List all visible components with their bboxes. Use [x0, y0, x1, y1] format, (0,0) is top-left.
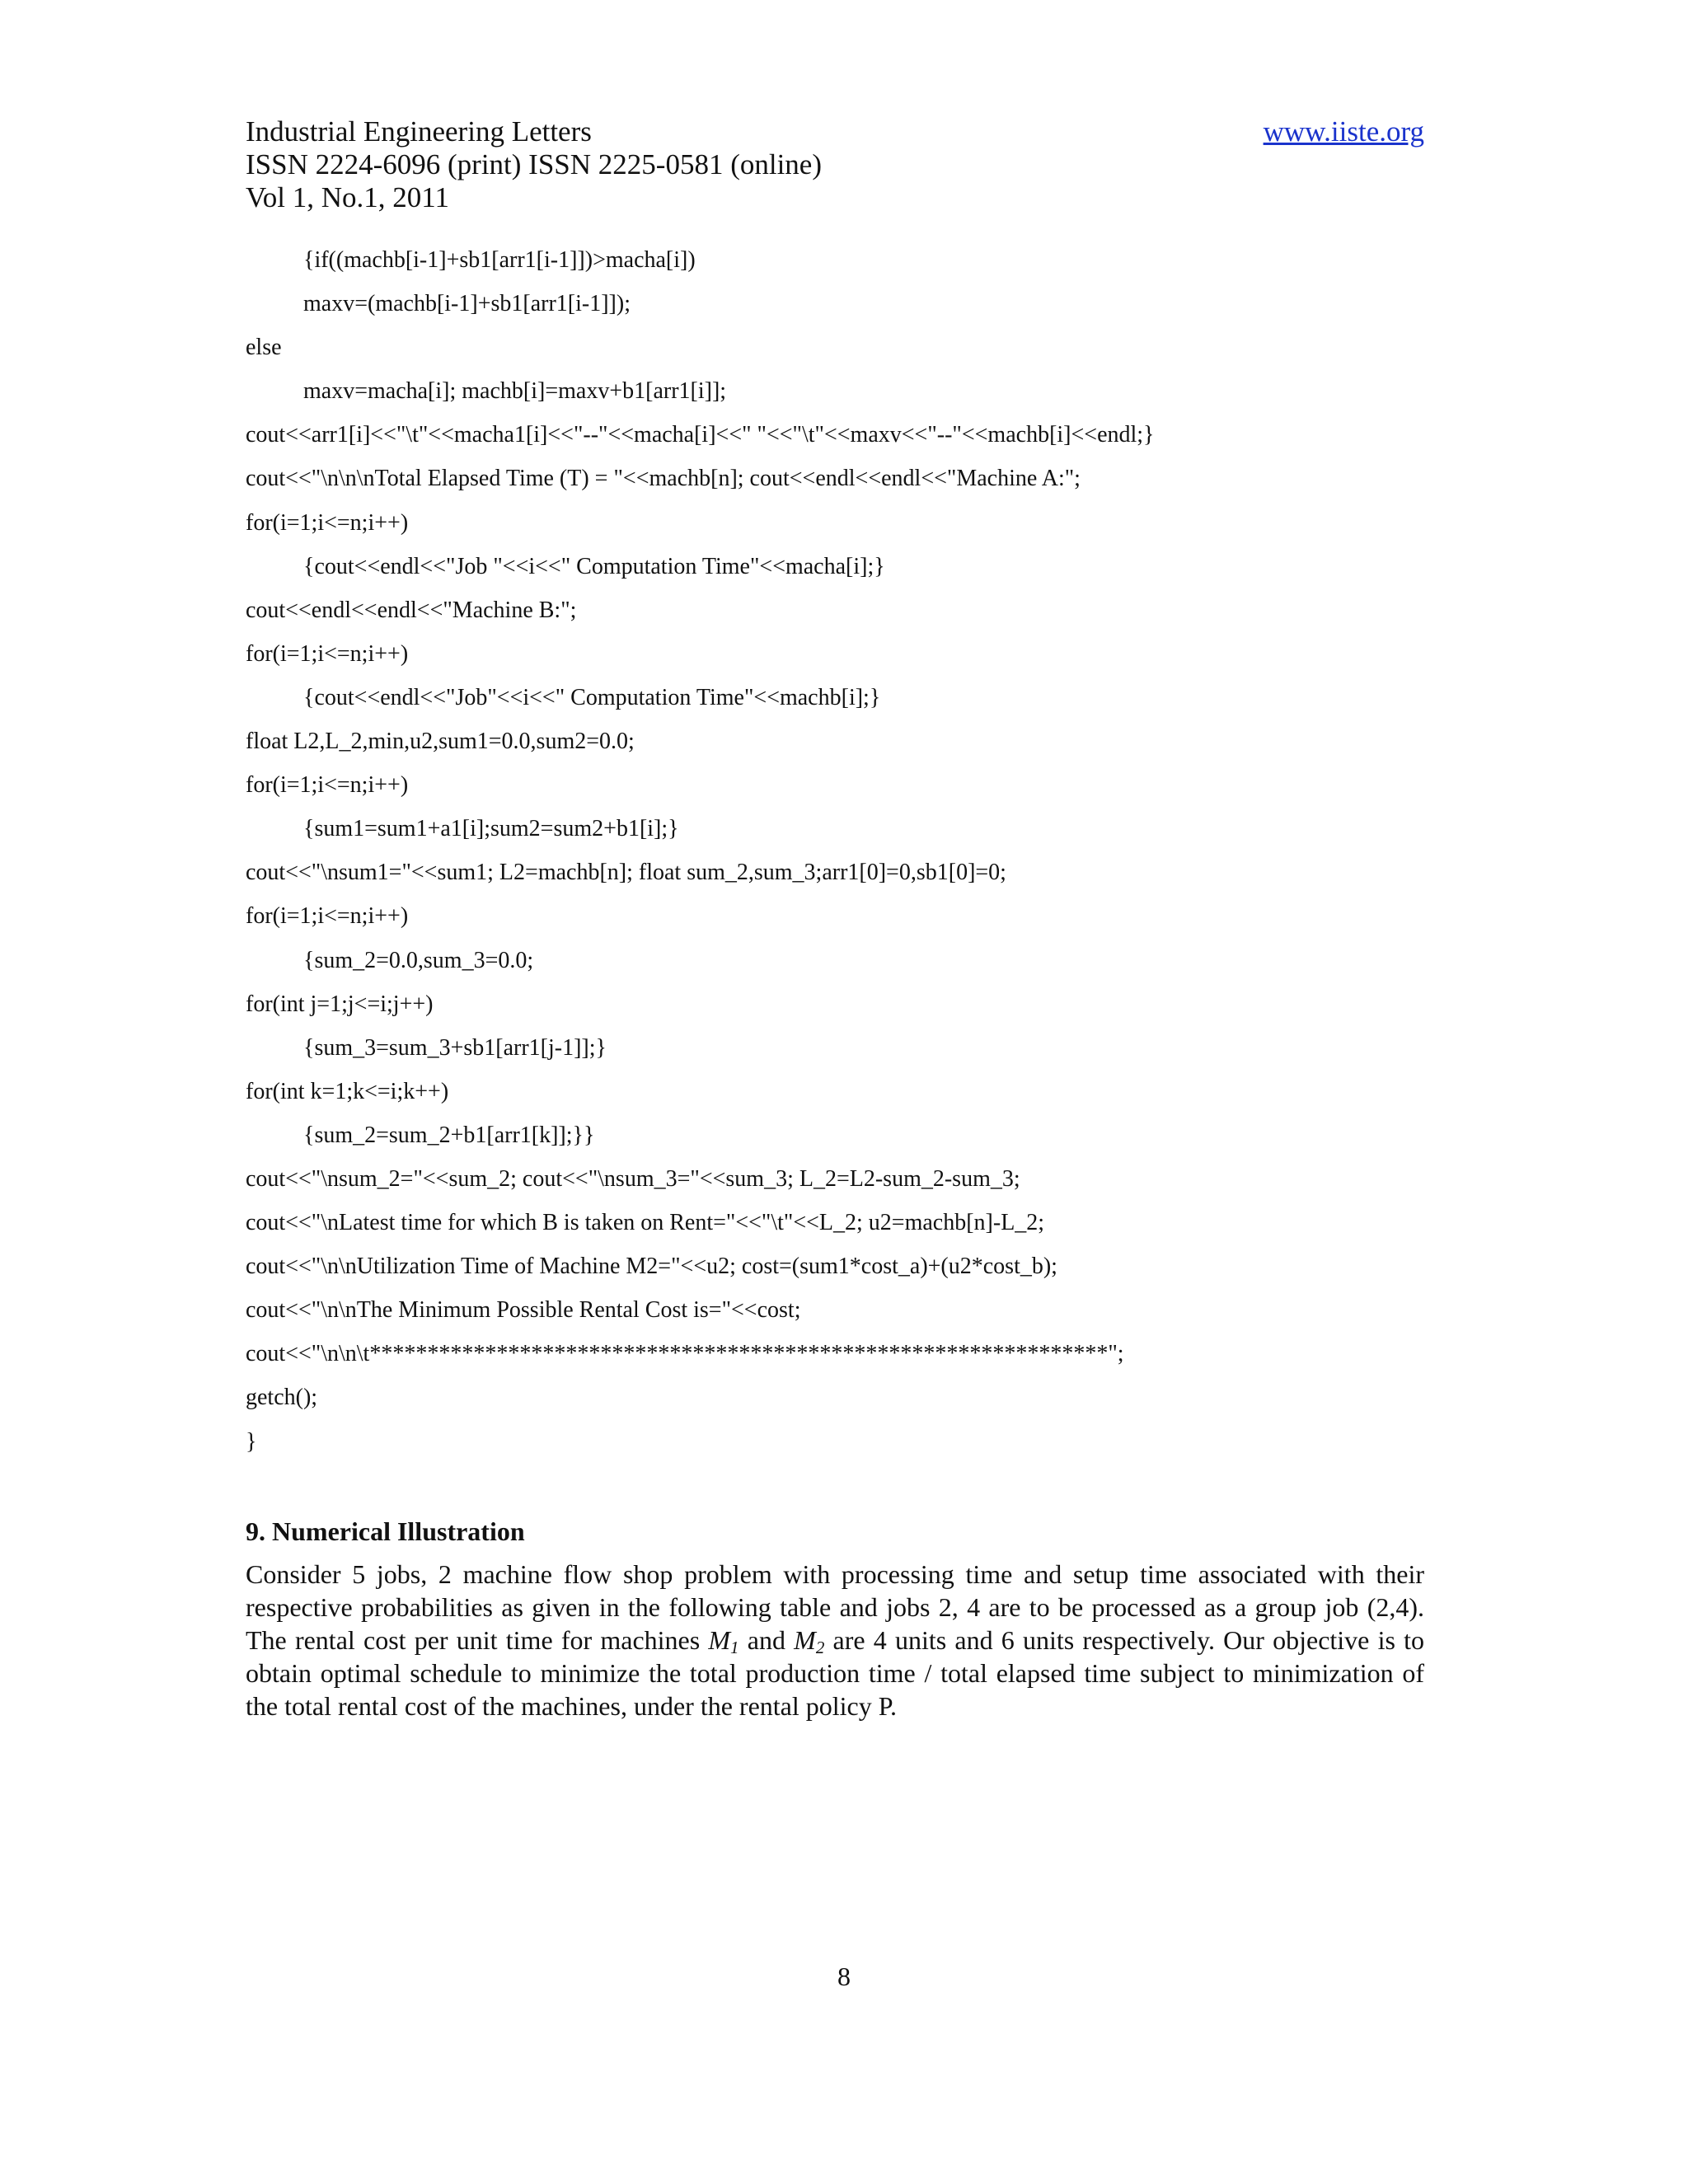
code-line: cout<<"\n\nUtilization Time of Machine M2="<<u2; cost=(sum1*cost_a)+(u2*cost_b);: [246, 1254, 1057, 1280]
page-header: [246, 115, 1424, 214]
code-line: for(i=1;i<=n;i++): [246, 509, 409, 536]
paragraph-text-2: are 4 units and 6 units respectively. Our objective is to obtain optimal schedule to minimize the total production time / total elapsed time subject to minimization of the total rental cost of the machines, under the rental policy P.: [246, 1625, 1425, 1721]
machine-m1-base: M: [708, 1625, 731, 1655]
code-line: cout<<arr1[i]<<"\t"<<macha1[i]<<"--"<<macha[i]<<" "<<"\t"<<maxv<<"--"<<machb[i]<<endl;}: [246, 422, 1155, 448]
code-line: else: [246, 335, 282, 361]
code-line: {sum_2=0.0,sum_3=0.0;: [303, 947, 534, 973]
code-line: for(i=1;i<=n;i++): [246, 772, 409, 799]
code-line: {cout<<endl<<"Job"<<i<<" Computation Time"<<machb[i];}: [303, 684, 881, 710]
journal-title: Industrial Engineering Letters: [246, 115, 592, 148]
code-line: for(i=1;i<=n;i++): [246, 640, 409, 667]
code-line: {if((machb[i-1]+sb1[arr1[i-1]])>macha[i]): [303, 247, 696, 273]
code-line: cout<<endl<<endl<<"Machine B:";: [246, 597, 577, 623]
code-line: maxv=macha[i]; machb[i]=maxv+b1[arr1[i]];: [303, 378, 727, 405]
page-number: 8: [837, 1961, 851, 1991]
code-listing: [246, 247, 1432, 1473]
code-line: {sum1=sum1+a1[i];sum2=sum2+b1[i];}: [303, 816, 679, 842]
code-line: for(int k=1;k<=i;k++): [246, 1078, 449, 1104]
machine-m2-base: M: [794, 1625, 816, 1655]
volume-line: Vol 1, No.1, 2011: [246, 181, 449, 213]
code-line: for(int j=1;j<=i;j++): [246, 991, 434, 1017]
code-line: float L2,L_2,min,u2,sum1=0.0,sum2=0.0;: [246, 729, 635, 755]
code-line: }: [246, 1428, 257, 1455]
code-line: maxv=(machb[i-1]+sb1[arr1[i-1]]);: [303, 291, 631, 317]
code-line: {cout<<endl<<"Job "<<i<<" Computation Time"<<macha[i];}: [303, 553, 885, 579]
code-line: cout<<"\n\n\t****************************************************************";: [246, 1341, 1124, 1367]
section-heading: 9. Numerical Illustration: [246, 1516, 525, 1546]
code-line: {sum_3=sum_3+sb1[arr1[j-1]];}: [303, 1034, 607, 1061]
paragraph-text-and: and: [738, 1625, 795, 1655]
code-line: getch();: [246, 1385, 318, 1411]
code-line: cout<<"\nsum_2="<<sum_2; cout<<"\nsum_3="<<sum_3; L_2=L2-sum_2-sum_3;: [246, 1165, 1020, 1192]
machine-m1-subscript: 1: [730, 1638, 739, 1657]
machine-m2-subscript: 2: [815, 1638, 825, 1657]
code-line: cout<<"\nLatest time for which B is taken on Rent="<<"\t"<<L_2; u2=machb[n]-L_2;: [246, 1210, 1045, 1236]
paragraph-text-1: Consider 5 jobs, 2 machine flow shop problem with processing time and setup time associated with their respective probabilities as given in the following table and jobs 2, 4 are to be processed as a group job (2,4). The rental cost per unit time for machines: [246, 1559, 1424, 1655]
code-line: cout<<"\nsum1="<<sum1; L2=machb[n]; float sum_2,sum_3;arr1[0]=0,sb1[0]=0;: [246, 860, 1006, 886]
code-line: cout<<"\n\n\nTotal Elapsed Time (T) = "<<machb[n]; cout<<endl<<endl<<"Machine A:";: [246, 466, 1081, 492]
website-link[interactable]: www.iiste.org: [1263, 115, 1424, 148]
code-line: {sum_2=sum_2+b1[arr1[k]];}}: [303, 1122, 595, 1148]
section-paragraph: [246, 1558, 1424, 1722]
issn-line: ISSN 2224-6096 (print) ISSN 2225-0581 (online): [246, 148, 822, 180]
code-line: cout<<"\n\nThe Minimum Possible Rental Cost is="<<cost;: [246, 1297, 801, 1324]
machine-m2-symbol: [794, 1625, 824, 1655]
machine-m1-symbol: [708, 1625, 738, 1655]
code-line: for(i=1;i<=n;i++): [246, 903, 409, 930]
